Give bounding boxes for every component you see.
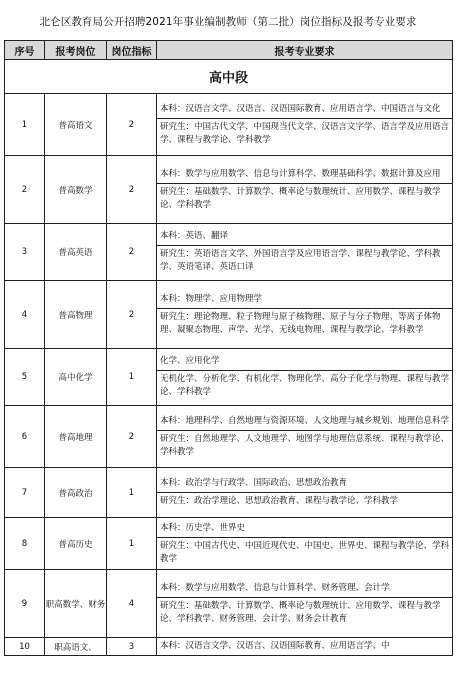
table-row <box>5 156 453 224</box>
row-position: 高中化学 <box>45 349 107 406</box>
row-position: 普高英语 <box>45 224 107 281</box>
table-row <box>5 281 453 349</box>
row-position: 普高历史 <box>45 518 107 570</box>
table-row <box>5 224 453 281</box>
table-row <box>5 406 453 468</box>
row-requirement <box>157 281 453 349</box>
row-quota: 2 <box>107 281 157 349</box>
row-quota: 2 <box>107 224 157 281</box>
table-row <box>5 638 453 656</box>
requirement-undergrad: 化学、应用化学 <box>160 356 220 366</box>
header-seq: 序号 <box>5 41 45 60</box>
row-requirement <box>157 518 453 570</box>
row-requirement <box>157 224 453 281</box>
row-seq: 3 <box>5 224 45 281</box>
header-requirement: 报考专业要求 <box>157 41 453 60</box>
row-seq: 1 <box>5 94 45 156</box>
table-row <box>5 468 453 518</box>
row-seq: 8 <box>5 518 45 570</box>
section-row <box>5 60 453 94</box>
row-requirement <box>157 468 453 518</box>
table-row <box>5 94 453 156</box>
row-position: 职高语文、 <box>45 638 107 656</box>
table-row <box>5 570 453 638</box>
requirement-graduate: 无机化学、分析化学、有机化学、物理化学、高分子化学与物理、课程与教学论、学科教学 <box>157 370 452 401</box>
row-seq: 4 <box>5 281 45 349</box>
requirement-undergrad: 本科：地理科学、自然地理与资源环境、人文地理与城乡规划、地理信息科学 <box>160 415 450 426</box>
row-seq: 6 <box>5 406 45 468</box>
row-seq: 10 <box>5 638 45 656</box>
row-position: 普高政治 <box>45 468 107 518</box>
requirement-undergrad: 本科：历史学、世界史 <box>160 522 246 533</box>
row-quota: 1 <box>107 468 157 518</box>
requirement-undergrad: 本科：英语、翻译 <box>160 231 229 241</box>
row-quota: 3 <box>107 638 157 656</box>
requirement-undergrad: 本科：物理学、应用物理学 <box>160 293 263 304</box>
page-title: 北仑区教育局公开招聘2021年事业编制教师（第二批）岗位指标及报考专业要求 <box>39 16 417 28</box>
row-seq: 9 <box>5 570 45 638</box>
row-position: 职高数学、财务 <box>45 570 107 638</box>
row-quota: 2 <box>107 94 157 156</box>
table-row <box>5 349 453 406</box>
requirement-graduate: 研究生：理论物理、粒子物理与原子核物理、原子与分子物理、等离子体物理、凝聚态物理、声学、光学、无线电物理、课程与教学论、学科教学 <box>157 308 452 339</box>
requirement-undergrad: 本科：数学与应用数学、信息与计算科学、数理基础科学、数据计算及应用 <box>160 168 441 179</box>
row-quota: 4 <box>107 570 157 638</box>
row-position: 普高地理 <box>45 406 107 468</box>
header-row <box>5 41 453 60</box>
requirement-graduate: 研究生：基础数学、计算数学、概率论与数理统计、应用数学、课程与教学论、学科教学、财务管理、会计学、财务会计教育 <box>157 597 452 628</box>
row-seq: 5 <box>5 349 45 406</box>
row-requirement <box>157 406 453 468</box>
row-quota: 1 <box>107 349 157 406</box>
requirement-graduate: 研究生：基础数学、计算数学、概率论与数理统计、应用数学、课程与教学论、学科教学 <box>157 183 452 214</box>
header-quota: 岗位指标 <box>107 41 157 60</box>
row-seq: 2 <box>5 156 45 224</box>
row-seq: 7 <box>5 468 45 518</box>
header-position: 报考岗位 <box>45 41 107 60</box>
row-requirement <box>157 349 453 406</box>
requirement-graduate: 研究生：英语语言文学、外国语言学及应用语言学、课程与教学论、学科教学、英语笔译、英语口译 <box>157 245 452 276</box>
requirement-undergrad: 本科：汉语言文学、汉语言、汉语国际教育、应用语言学、中国语言与文化 <box>160 103 441 114</box>
requirement-graduate: 研究生：中国古代文学、中国现当代文学、汉语言文字学、语言学及应用语言学、课程与教学论、学科教学 <box>157 118 452 149</box>
row-requirement <box>157 94 453 156</box>
table-row <box>5 518 453 570</box>
row-requirement <box>157 570 453 638</box>
requirement-undergrad: 本科：数学与应用数学、信息与计算科学、财务管理、会计学 <box>160 582 390 593</box>
row-quota: 2 <box>107 406 157 468</box>
job-table <box>4 40 453 656</box>
row-position: 普高数学 <box>45 156 107 224</box>
row-quota: 1 <box>107 518 157 570</box>
row-position: 普高语文 <box>45 94 107 156</box>
requirement-graduate: 研究生：自然地理学、人文地理学、地图学与地理信息系统、课程与教学论、学科教学 <box>157 430 452 461</box>
row-requirement <box>157 156 453 224</box>
row-quota: 2 <box>107 156 157 224</box>
section-title: 高中段 <box>5 60 453 94</box>
requirement-undergrad: 本科：政治学与行政学、国际政治、思想政治教育 <box>160 478 348 488</box>
row-requirement: 本科：汉语言文学、汉语言、汉语国际教育、应用语言学、中 <box>157 638 453 656</box>
row-position: 普高物理 <box>45 281 107 349</box>
requirement-graduate: 研究生：中国古代史、中国近现代史、中国史、世界史、课程与教学论、学科教学 <box>157 537 452 568</box>
requirement-graduate: 研究生：政治学理论、思想政治教育、课程与教学论、学科教学 <box>157 492 452 510</box>
